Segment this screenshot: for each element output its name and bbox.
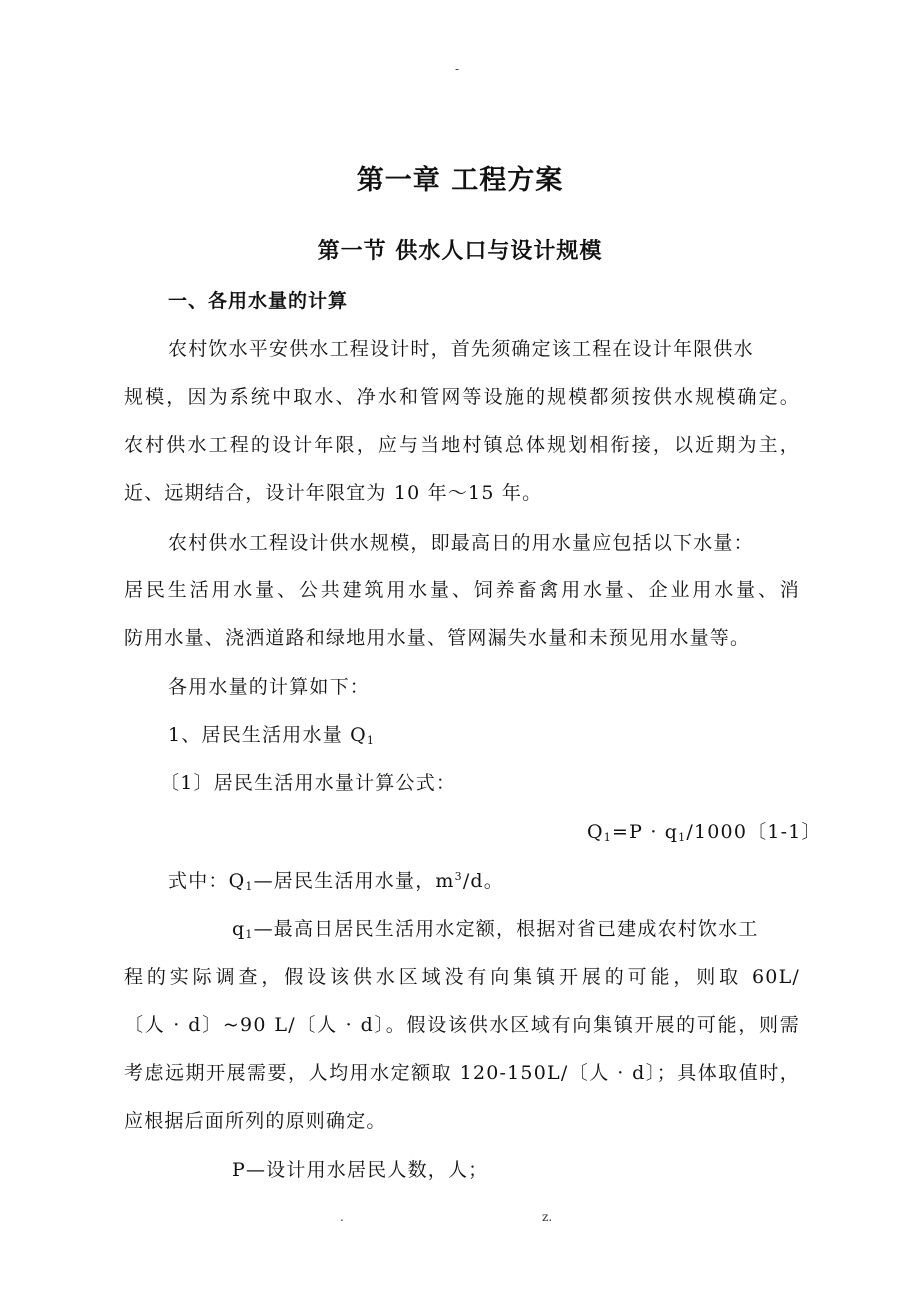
def-q1-sub: 1 — [245, 880, 254, 893]
paragraph1-line3: 农村供水工程的设计年限，应与当地村镇总体规划相衔接，以近期为主， — [124, 434, 800, 456]
formula-1-1 — [587, 817, 822, 844]
intro-line: 各用水量的计算如下： — [168, 676, 371, 698]
paragraph1-line4: 近、远期结合，设计年限宜为 10 年～15 年。 — [124, 482, 543, 504]
paragraph1-line1: 农村饮水平安供水工程设计时，首先须确定该工程在设计年限供水 — [168, 338, 754, 360]
item1-heading — [168, 720, 375, 747]
subsection-title: 一、各用水量的计算 — [168, 290, 349, 312]
item1-subscript: 1 — [366, 734, 376, 747]
def-q1-tail: /d。 — [462, 870, 504, 892]
formula-mid-sub: 1 — [678, 831, 687, 844]
definition-q1-line5: 应根据后面所列的原则确定。 — [124, 1110, 387, 1132]
definition-q1-line4: 考虑远期开展需要，人均用水定额取 120-150L/〔人 · d〕；具体取值时， — [124, 1062, 800, 1084]
item1-formula-label: 〔1〕居民生活用水量计算公式： — [160, 772, 457, 794]
item1-label: 1、居民生活用水量 Q — [168, 724, 367, 746]
def-small-line1: —最高日居民生活用水定额，根据对省已建成农村饮水工 — [253, 918, 759, 940]
paragraph2-line1: 农村供水工程设计供水规模，即最高日的用水量应包括以下水量： — [168, 532, 754, 554]
formula-q-sub: 1 — [603, 831, 612, 844]
def-q1-sup: 3 — [454, 870, 463, 883]
def-small-sub: 1 — [245, 928, 254, 941]
def-small-prefix: q — [232, 918, 246, 940]
definition-q1-line2: 程的实际调查，假设该供水区域没有向集镇开展的可能，则取 60L/ — [124, 966, 800, 988]
paragraph1-line2: 规模，因为系统中取水、净水和管网等设施的规模都须按供水规模确定。 — [124, 386, 800, 408]
definition-p: P—设计用水居民人数，人； — [232, 1159, 489, 1181]
paragraph2-line3: 防用水量、浇洒道路和绿地用水量、管网漏失水量和未预见用水量等。 — [124, 627, 751, 649]
definition-q1 — [168, 866, 504, 893]
page-footer-left: . — [340, 1210, 344, 1224]
definition-q1-small — [232, 914, 759, 941]
definition-q1-line3: 〔人 · d〕~90 L/〔人 · d〕。假设该供水区域有向集镇开展的可能，则需 — [124, 1014, 800, 1036]
formula-tail: /1000〔1-1〕 — [686, 821, 822, 843]
def-q1-text: —居民生活用水量，m — [253, 870, 455, 892]
def-q1-prefix: 式中：Q — [168, 870, 246, 892]
formula-q: Q — [587, 821, 604, 843]
section-title: 第一节 供水人口与设计规模 — [317, 238, 603, 264]
paragraph2-line2: 居民生活用水量、公共建筑用水量、饲养畜禽用水量、企业用水量、消 — [124, 579, 800, 601]
formula-mid: =P · q — [611, 821, 679, 843]
page-footer-right: z. — [542, 1210, 553, 1224]
chapter-title: 第一章 工程方案 — [356, 165, 564, 196]
page-header-mark: - — [455, 62, 460, 76]
